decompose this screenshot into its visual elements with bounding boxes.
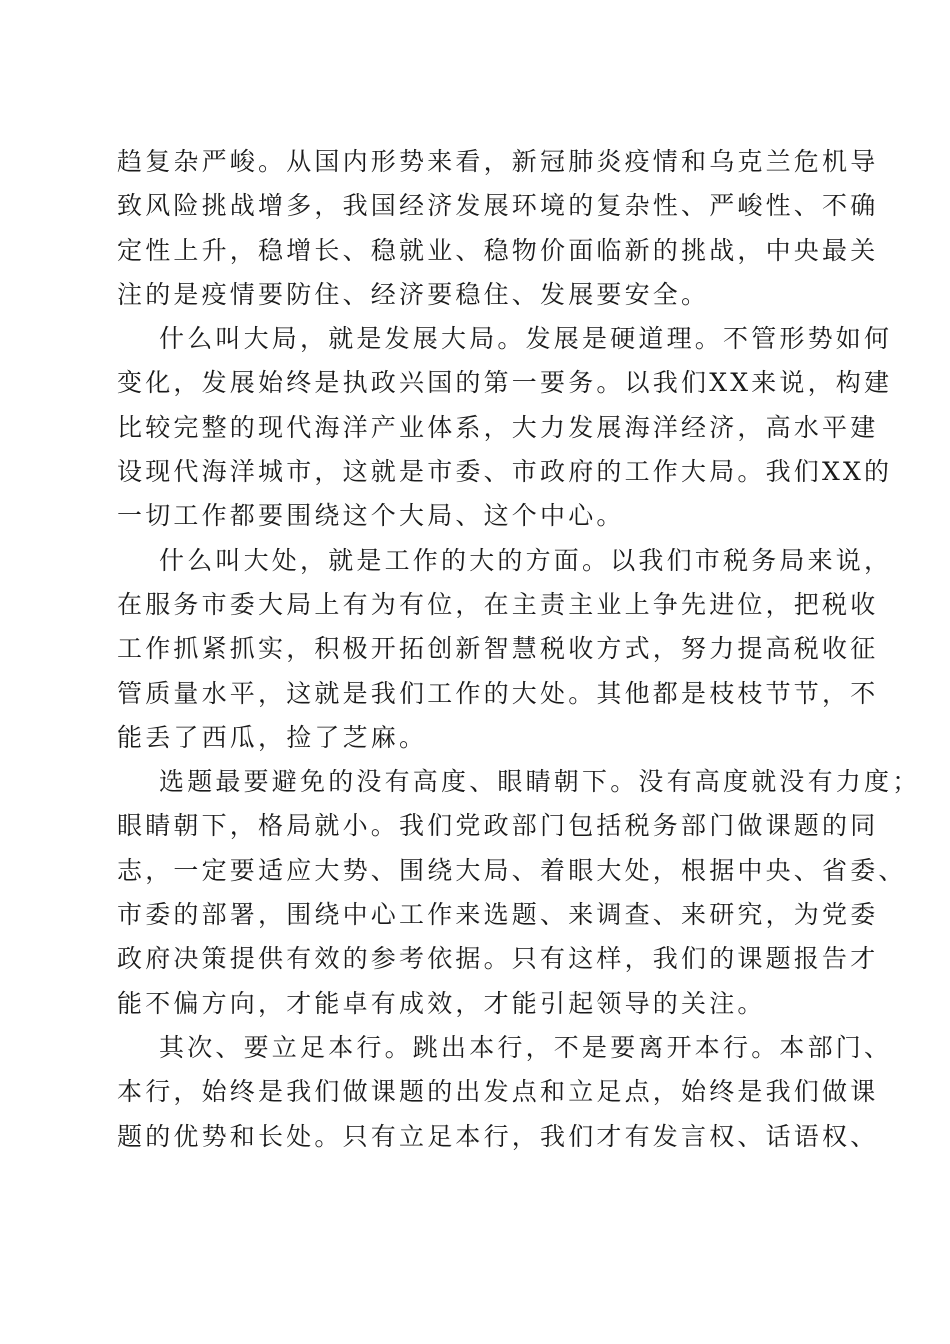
text-line: 政府决策提供有效的参考依据。只有这样，我们的课题报告才: [117, 944, 879, 974]
text-line: 注的是疫情要防住、经济要稳住、发展要安全。: [117, 279, 710, 309]
text-line: 什么叫大处，就是工作的大的方面。以我们市税务局来说，: [159, 545, 893, 575]
text-line: 致风险挑战增多，我国经济发展环境的复杂性、严峻性、不确: [117, 191, 879, 221]
text-line: 市委的部署，围绕中心工作来选题、来调查、来研究，为党委: [117, 900, 879, 930]
paragraph-5: [117, 1026, 893, 1159]
text-line: 选题最要避免的没有高度、眼睛朝下。没有高度就没有力度；: [159, 767, 921, 797]
text-line: 工作抓紧抓实，积极开拓创新智慧税收方式，努力提高税收征: [117, 634, 879, 664]
text-line: 变化，发展始终是执政兴国的第一要务。以我们XX来说，构建: [117, 368, 893, 398]
document-body: [117, 140, 921, 1159]
text-line: 趋复杂严峻。从国内形势来看，新冠肺炎疫情和乌克兰危机导: [117, 147, 879, 176]
text-line: 能不偏方向，才能卓有成效，才能引起领导的关注。: [117, 988, 766, 1018]
text-line: 其次、要立足本行。跳出本行，不是要离开本行。本部门、: [159, 1032, 893, 1062]
text-line: 能丢了西瓜，捡了芝麻。: [117, 722, 428, 752]
text-line: 题的优势和长处。只有立足本行，我们才有发言权、话语权、: [117, 1121, 879, 1151]
text-line: 眼睛朝下，格局就小。我们党政部门包括税务部门做课题的同: [117, 811, 879, 841]
paragraph-3: [117, 539, 893, 760]
text-line: 本行，始终是我们做课题的出发点和立足点，始终是我们做课: [117, 1077, 879, 1107]
text-line: 志，一定要适应大势、围绕大局、着眼大处，根据中央、省委、: [117, 855, 907, 885]
text-line: 比较完整的现代海洋产业体系，大力发展海洋经济，高水平建: [117, 412, 879, 442]
text-line: 一切工作都要围绕这个大局、这个中心。: [117, 501, 625, 531]
text-line: 什么叫大局，就是发展大局。发展是硬道理。不管形势如何: [159, 324, 893, 354]
paragraph-1: [117, 140, 879, 317]
paragraph-4: [117, 760, 921, 1026]
paragraph-2: [117, 317, 893, 538]
text-line: 在服务市委大局上有为有位，在主责主业上争先进位，把税收: [117, 589, 879, 619]
text-line: 管质量水平，这就是我们工作的大处。其他都是枝枝节节，不: [117, 678, 879, 708]
text-line: 设现代海洋城市，这就是市委、市政府的工作大局。我们XX的: [117, 457, 893, 487]
text-line: 定性上升，稳增长、稳就业、稳物价面临新的挑战，中央最关: [117, 235, 879, 265]
